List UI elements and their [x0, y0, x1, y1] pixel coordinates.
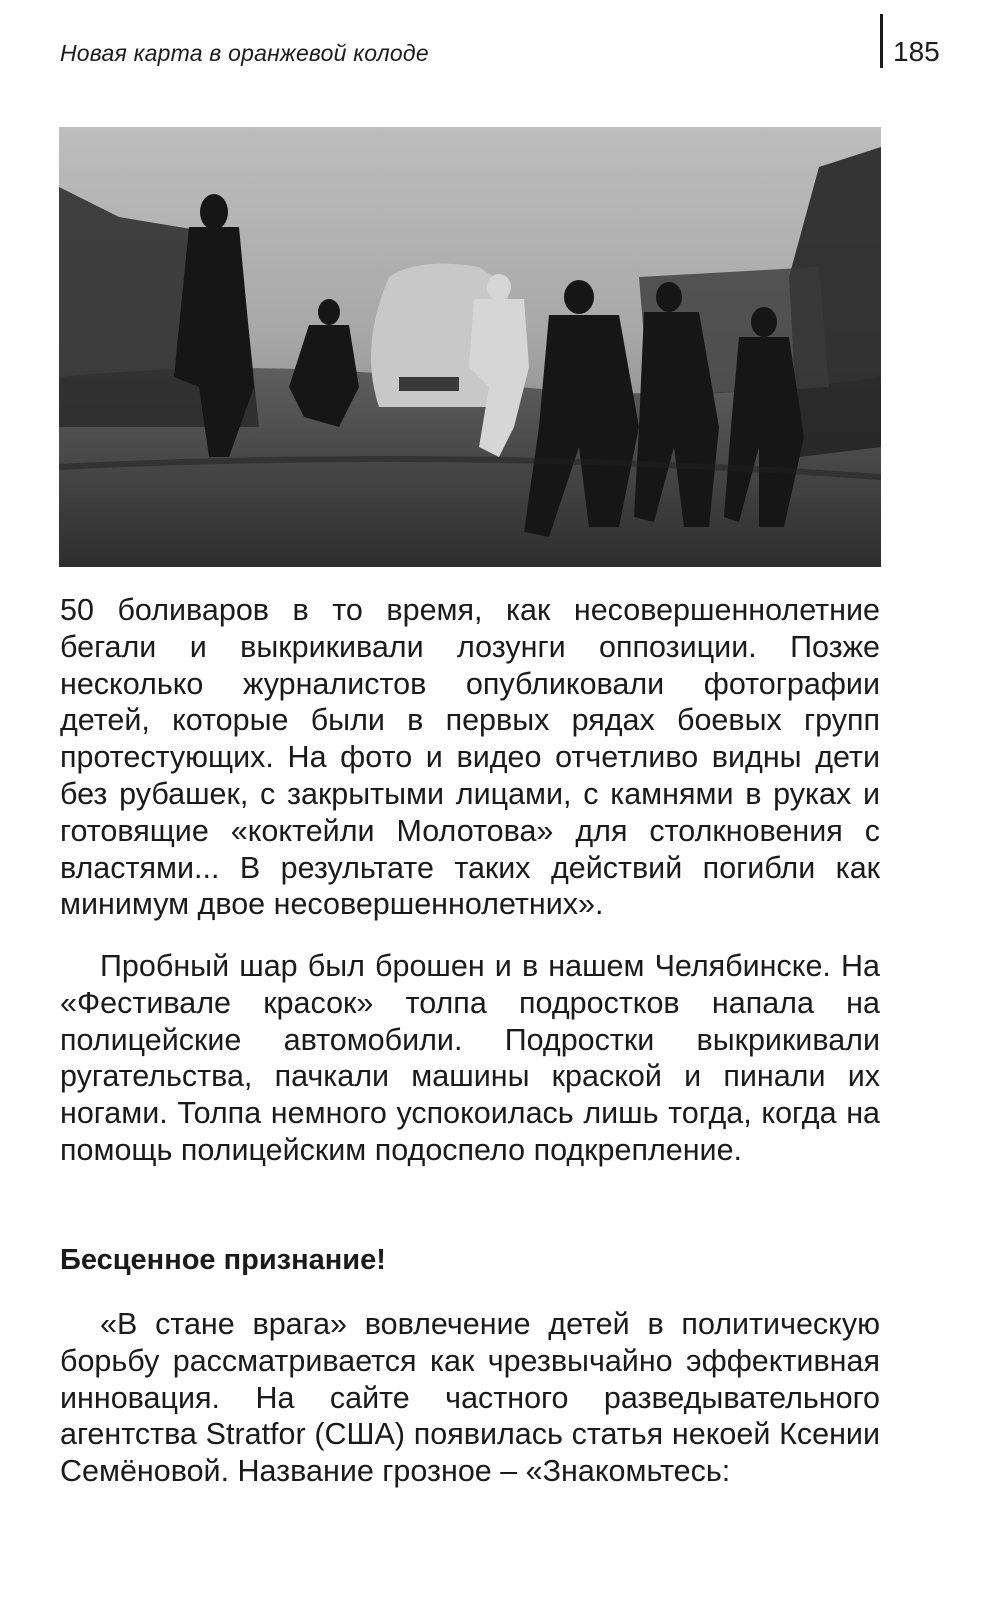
- paragraph-1: 50 боливаров в то время, как несовершеннолетние бегали и выкрикивали лозунги оппозиции. Позже несколько журналистов опубликовали фотографии детей, которые были в первых рядах боевых групп протестующих. На фото и видео отчетливо видны дети без рубашек, с закрытыми лицами, с камнями в руках и готовящие «коктейли Молотова» для столкновения с властями... В результате таких действий погибли как минимум двое несовершеннолетних».: [60, 593, 880, 922]
- crowd-photo-icon: [59, 127, 881, 567]
- running-title: Новая карта в оранжевой колоде: [60, 40, 429, 66]
- header-rule: [880, 14, 883, 68]
- crowd-photo: [59, 127, 881, 567]
- page-number: 185: [893, 36, 940, 67]
- paragraph-2: Пробный шар был брошен и в нашем Челябинске. На «Фестивале красок» толпа подростков напала на полицейские автомобили. Подростки выкрикивали ругательства, пачкали машины краской и пинали их ногами. Толпа немного успокоилась лишь тогда, когда на помощь полицейским подоспело подкрепление.: [60, 949, 880, 1167]
- section-heading: Бесценное признание!: [60, 1244, 386, 1276]
- paragraph-3: «В стане врага» вовлечение детей в политическую борьбу рассматривается как чрезвычайно эффективная инновация. На сайте частного разведывательного агентства Stratfor (США) появилась статья некоей Ксении Семёновой. Название грозное – «Знакомьтесь:: [60, 1307, 880, 1489]
